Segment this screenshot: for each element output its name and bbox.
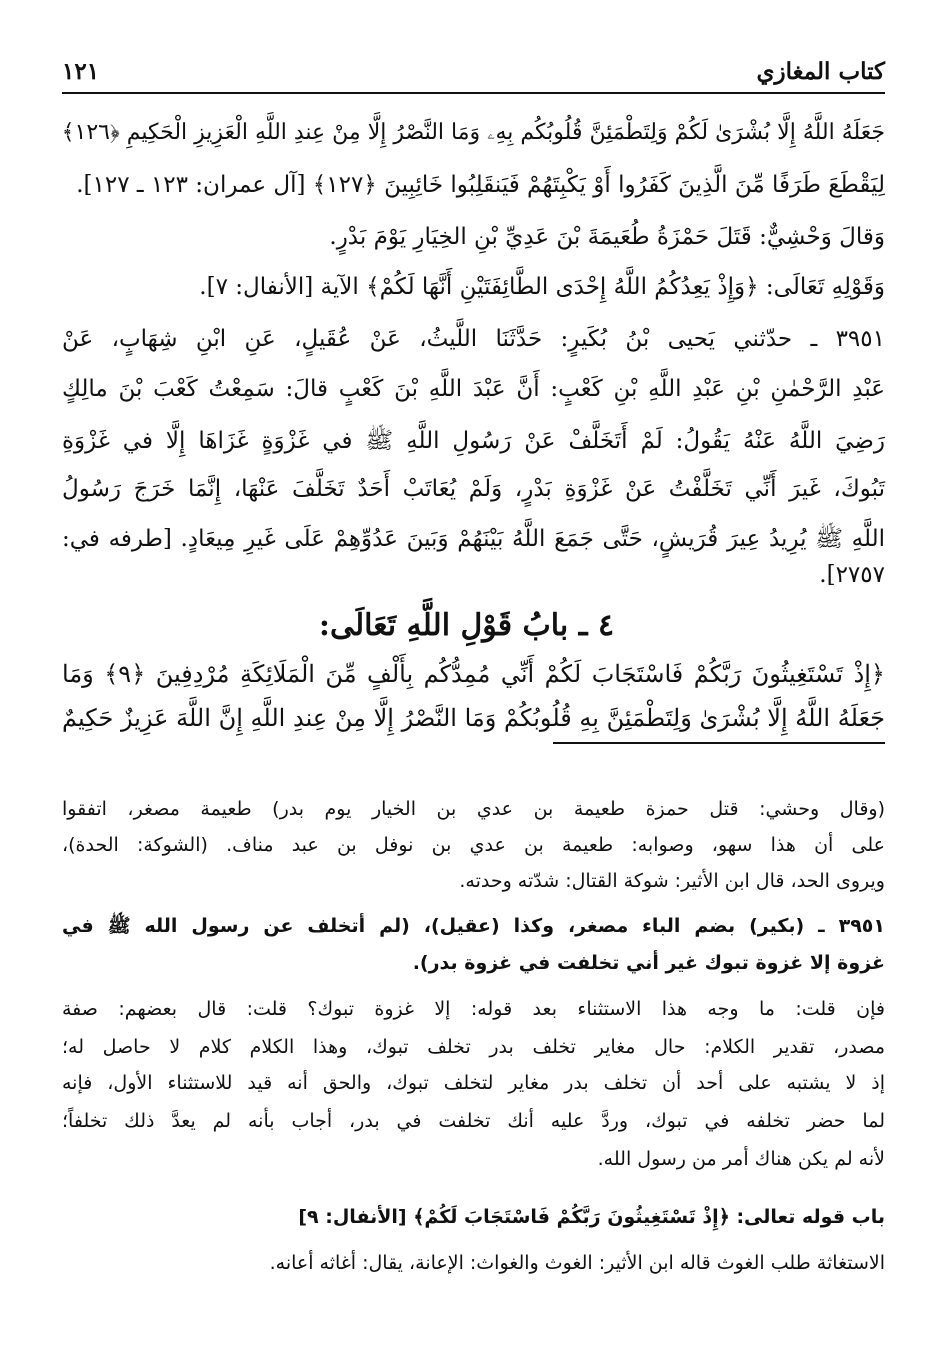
book-title: كتاب المغازي (756, 58, 885, 85)
main-text-line: ٢٧٥٧]. (819, 562, 885, 588)
verse-line: جَعَلَهُ اللَّهُ إِلَّا بُشْرَىٰ وَلِتَطْمَئِنَّ بِهِ قُلُوبُكُمْ وَمَا النَّصْرُ إِلَّا مِنْ عِندِ اللَّهِ إِنَّ اللَّهَ عَزِيزٌ حَكِيمٌ (62, 704, 885, 732)
verse-line: ﴿إِذْ تَسْتَغِيثُونَ رَبَّكُمْ فَاسْتَجَابَ لَكُمْ أَنِّي مُمِدُّكُم بِأَلْفٍ مِّنَ الْمَلَائِكَةِ مُرْدِفِينَ ﴿٩﴾ وَمَا (62, 660, 885, 688)
commentary-line: (وقال وحشي: قتل حمزة طعيمة بن عدي بن الخيار يوم بدر) طعيمة مصغر، اتفقوا (62, 798, 885, 820)
commentary-line: لما حضر تخلفه في تبوك، وردَّ عليه أنك تخلفت في بدر، أجاب بأنه لم يعدَّ ذلك تخلفاً؛ (62, 1110, 885, 1132)
footnote-divider (553, 742, 885, 744)
commentary-section-heading: باب قوله تعالى: ﴿إِذْ تَسْتَغِيثُونَ رَبَّكُمْ فَاسْتَجَابَ لَكُمْ﴾ [الأنفال: ٩] (298, 1206, 885, 1228)
main-text-line: تَبُوكَ، غَيرَ أَنِّي تَخَلَّفْتُ عَنْ غَزْوَةِ بَدْرٍ، وَلَمْ يُعَاتَبْ أَحَدٌ تَخَلَّفَ عَنْهَا، إِنَّمَا خَرَجَ رَسُولُ (62, 476, 885, 502)
chapter-heading: ٤ ـ بابُ قَوْلِ اللَّهِ تَعَالَى: (318, 608, 615, 643)
commentary-line: مصدر، تقدير الكلام: حال مغاير تخلف بدر تخلف تبوك، وهذا الكلام كلام لا حاصل له؛ (62, 1036, 885, 1058)
commentary-line: الاستغاثة طلب الغوث قاله ابن الأثير: الغوث والغواث: الإعانة، يقال: أغاثه أعانه. (269, 1252, 885, 1274)
main-text-line: جَعَلَهُ اللَّهُ إِلَّا بُشْرَىٰ لَكُمْ وَلِتَطْمَئِنَّ قُلُوبُكُم بِهِۦ وَمَا النَّصْرُ إِلَّا مِنْ عِندِ اللَّهِ الْعَزِيزِ الْحَكِيمِ ﴿١٢٦﴾ (61, 120, 885, 145)
commentary-line: على أن هذا سهو، وصوابه: طعيمة بن عدي بن نوفل بن عبد مناف. (الشوكة: الحدة)، (62, 834, 885, 856)
main-text-line: وَقالَ وَحْشِيٌّ: قَتَلَ حَمْزَةُ طُعَيمَةَ بْنَ عَدِيِّ بْنِ الخِيَارِ يَوْمَ بَدْرٍ. (329, 224, 885, 250)
page-number: ١٢١ (62, 58, 100, 85)
commentary-line: غزوة إلا غزوة تبوك غير أني تخلفت في غزوة بدر). (412, 952, 885, 974)
main-text-line: ٣٩٥١ ـ حدّثني يَحيى بْنُ بُكَيرٍ: حَدَّثَنَا اللَّيثُ، عَنْ عُقَيلٍ، عَنِ ابْنِ شِهَابٍ، عَنْ (62, 326, 885, 352)
main-text-line: اللَّهِ ﷺ يُرِيدُ عِيرَ قُرَيشٍ، حَتَّى جَمَعَ اللَّهُ بَيْنَهُمْ وَبَينَ عَدُوِّهِمْ عَلَى غَيرِ مِيعَادٍ. [طرفه في: (62, 526, 885, 552)
commentary-line: ويروى الحد، قال ابن الأثير: شوكة القتال: شدّته وحدته. (459, 870, 885, 892)
commentary-line: فإن قلت: ما وجه هذا الاستثناء بعد قوله: إلا غزوة تبوك؟ قلت: قال بعضهم: صفة (62, 998, 885, 1020)
page-header (62, 56, 885, 94)
main-text-line: عَبْدِ الرَّحْمٰنِ بْنِ عَبْدِ اللَّهِ بْنِ كَعْبٍ: أَنَّ عَبْدَ اللَّهِ بْنَ كَعْبٍ قالَ: سَمِعْتُ كَعْبَ بْنَ مالِكٍ (62, 376, 885, 402)
main-text-line: لِيَقْطَعَ طَرَفًا مِّنَ الَّذِينَ كَفَرُوا أَوْ يَكْبِتَهُمْ فَيَنقَلِبُوا خَائِبِينَ ﴿١٢٧﴾ [آل عمران: ١٢٣ ـ ١٢٧]. (76, 172, 885, 198)
main-text-line: رَضِيَ اللَّهُ عَنْهُ يَقُولُ: لَمْ أَتَخَلَّفْ عَنْ رَسُولِ اللَّهِ ﷺ في غَزْوَةٍ غَزَاهَا إِلَّا في غَزْوَةِ (62, 428, 885, 454)
commentary-line: ٣٩٥١ ـ (بكير) بضم الباء مصغر، وكذا (عقيل)، (لم أتخلف عن رسول الله ﷺ في (62, 915, 885, 937)
commentary-line: لأنه لم يكن هناك أمر من رسول الله. (597, 1148, 885, 1170)
main-text-line: وَقَوْلِهِ تَعَالَى: ﴿وَإِذْ يَعِدُكُمُ اللَّهُ إِحْدَى الطَّائِفَتَيْنِ أَنَّهَا لَكُمْ﴾ الآية [الأنفال: ٧]. (199, 274, 885, 300)
commentary-line: إذ لا يشتبه على أحد أن تخلف بدر مغاير لتخلف تبوك، والحق أنه قيد للاستثناء الأول، فإنه (62, 1072, 885, 1094)
